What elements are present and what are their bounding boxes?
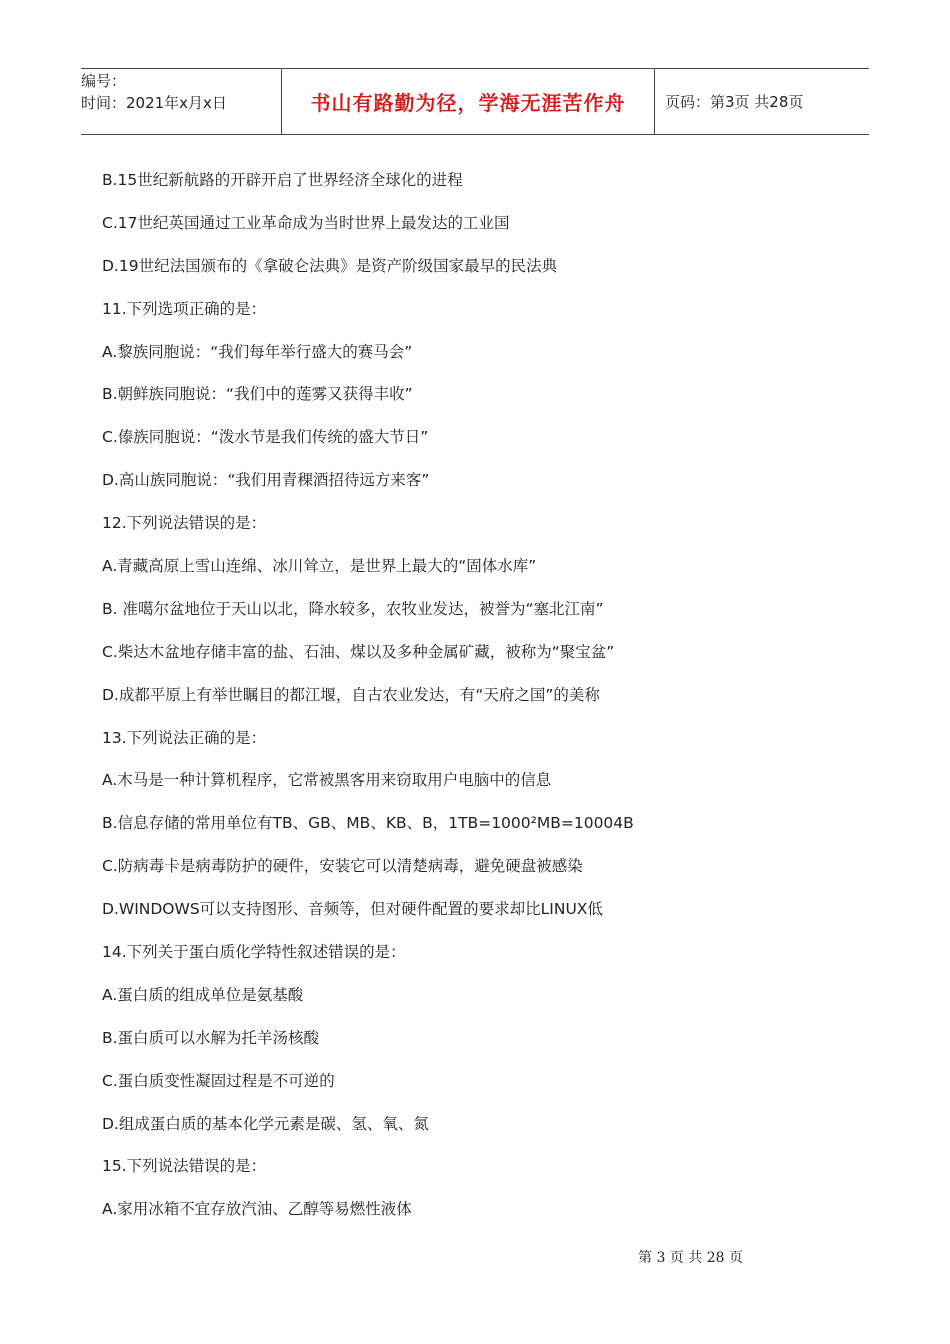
- text-line: C.防病毒卡是病毒防护的硬件，安装它可以清楚病毒，避免硬盘被感染: [102, 857, 583, 876]
- header-motto-cell: [282, 69, 655, 134]
- number-label: 编号：: [81, 72, 127, 90]
- text-line: D.组成蛋白质的基本化学元素是碳、氢、氧、氮: [102, 1114, 429, 1133]
- text-line: A.青藏高原上雪山连绵、冰川耸立，是世界上最大的“固体水库”: [102, 557, 537, 576]
- page-info: 页码：第3页 共28页: [665, 93, 804, 111]
- page-footer: [638, 1247, 747, 1267]
- text-line: A.家用冰箱不宜存放汽油、乙醇等易燃性液体: [102, 1200, 412, 1219]
- question-line: 13.下列说法正确的是：: [102, 728, 267, 747]
- text-line: C.蛋白质变性凝固过程是不可逆的: [102, 1071, 335, 1090]
- header-page-info-cell: [655, 69, 869, 134]
- date-label: 时间：2021年x月x日: [81, 94, 227, 112]
- text-line: B.15世纪新航路的开辟开启了世界经济全球化的进程: [102, 171, 463, 189]
- motto: 书山有路勤为径，学海无涯苦作舟: [310, 91, 626, 115]
- text-line: D.WINDOWS可以支持图形、音频等，但对硬件配置的要求却比LINUX低: [102, 900, 603, 919]
- page-header: [81, 68, 869, 135]
- text-line: D.高山族同胞说：“我们用青稞酒招待远方来客”: [102, 471, 430, 490]
- text-line: B.朝鲜族同胞说：“我们中的莲雾又获得丰收”: [102, 385, 413, 404]
- text-line: D.成都平原上有举世瞩目的都江堰，自古农业发达，有“天府之国”的美称: [102, 685, 600, 704]
- text-line: C.17世纪英国通过工业革命成为当时世界上最发达的工业国: [102, 213, 510, 232]
- question-line: 14.下列关于蛋白质化学特性叙述错误的是：: [102, 943, 406, 962]
- text-line: B.信息存储的常用单位有TB、GB、MB、KB、B，1TB=1000²MB=10004B: [102, 814, 634, 833]
- document-body: [102, 165, 862, 1237]
- text-line: B.蛋白质可以水解为托羊汤核酸: [102, 1028, 320, 1047]
- text-line: C.傣族同胞说：“泼水节是我们传统的盛大节日”: [102, 428, 429, 447]
- question-line: 15.下列说法错误的是：: [102, 1157, 267, 1176]
- text-line: C.柴达木盆地存储丰富的盐、石油、煤以及多种金属矿藏，被称为“聚宝盆”: [102, 642, 615, 661]
- text-line: A.木马是一种计算机程序，它常被黑客用来窃取用户电脑中的信息: [102, 771, 552, 790]
- header-meta: [81, 69, 282, 134]
- question-line: 12.下列说法错误的是：: [102, 514, 267, 533]
- text-line: D.19世纪法国颁布的《拿破仑法典》是资产阶级国家最早的民法典: [102, 256, 558, 275]
- text-line: A.蛋白质的组成单位是氨基酸: [102, 985, 304, 1004]
- question-line: 11.下列选项正确的是：: [102, 299, 267, 318]
- text-line: A.黎族同胞说：“我们每年举行盛大的赛马会”: [102, 342, 413, 361]
- footer-page-number: 第 3 页 共 28 页: [638, 1250, 743, 1266]
- text-line: B. 准噶尔盆地位于天山以北，降水较多，农牧业发达，被誉为“塞北江南”: [102, 599, 604, 618]
